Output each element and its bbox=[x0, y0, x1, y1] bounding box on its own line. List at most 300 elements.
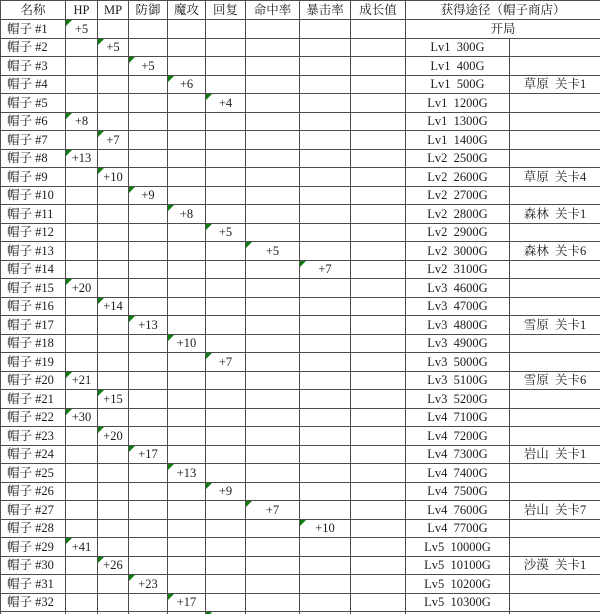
cell-matk[interactable] bbox=[168, 538, 206, 557]
cell-matk[interactable]: +6 bbox=[168, 75, 206, 94]
cell-price[interactable]: Lv4 7600G bbox=[406, 501, 510, 520]
cell-location[interactable] bbox=[510, 519, 600, 538]
cell-def[interactable] bbox=[129, 334, 168, 353]
cell-name[interactable]: 帽子 #16 bbox=[1, 297, 66, 316]
cell-mp[interactable]: +15 bbox=[98, 390, 129, 409]
cell-mp[interactable] bbox=[98, 20, 129, 39]
cell-crit[interactable] bbox=[300, 445, 351, 464]
cell-hp[interactable]: +21 bbox=[66, 371, 98, 390]
cell-crit[interactable] bbox=[300, 556, 351, 575]
cell-rec[interactable] bbox=[206, 390, 246, 409]
cell-location[interactable] bbox=[510, 279, 600, 298]
cell-def[interactable] bbox=[129, 260, 168, 279]
cell-name[interactable]: 帽子 #27 bbox=[1, 501, 66, 520]
cell-price[interactable]: Lv2 2600G bbox=[406, 168, 510, 187]
cell-growth[interactable] bbox=[351, 334, 406, 353]
cell-hit[interactable] bbox=[246, 297, 300, 316]
cell-hp[interactable] bbox=[66, 223, 98, 242]
header-name[interactable]: 名称 bbox=[1, 1, 66, 20]
cell-def[interactable] bbox=[129, 168, 168, 187]
cell-rec[interactable] bbox=[206, 316, 246, 335]
cell-name[interactable]: 帽子 #28 bbox=[1, 519, 66, 538]
cell-price[interactable]: Lv4 7300G bbox=[406, 445, 510, 464]
cell-crit[interactable] bbox=[300, 371, 351, 390]
cell-growth[interactable] bbox=[351, 223, 406, 242]
cell-price[interactable]: Lv2 3000G bbox=[406, 242, 510, 261]
cell-mp[interactable] bbox=[98, 353, 129, 372]
cell-def[interactable]: +13 bbox=[129, 316, 168, 335]
cell-price[interactable]: Lv3 4600G bbox=[406, 279, 510, 298]
cell-growth[interactable] bbox=[351, 149, 406, 168]
cell-mp[interactable] bbox=[98, 316, 129, 335]
cell-name[interactable]: 帽子 #6 bbox=[1, 112, 66, 131]
cell-hp[interactable]: +5 bbox=[66, 20, 98, 39]
cell-matk[interactable] bbox=[168, 316, 206, 335]
cell-rec[interactable] bbox=[206, 205, 246, 224]
cell-location[interactable] bbox=[510, 38, 600, 57]
cell-mp[interactable]: +10 bbox=[98, 168, 129, 187]
cell-hit[interactable] bbox=[246, 205, 300, 224]
cell-hp[interactable] bbox=[66, 353, 98, 372]
cell-growth[interactable] bbox=[351, 260, 406, 279]
cell-hit[interactable] bbox=[246, 316, 300, 335]
cell-crit[interactable] bbox=[300, 575, 351, 594]
cell-matk[interactable] bbox=[168, 38, 206, 57]
cell-crit[interactable]: +7 bbox=[300, 260, 351, 279]
cell-hp[interactable]: +30 bbox=[66, 408, 98, 427]
cell-rec[interactable] bbox=[206, 408, 246, 427]
cell-name[interactable]: 帽子 #11 bbox=[1, 205, 66, 224]
cell-growth[interactable] bbox=[351, 168, 406, 187]
cell-price[interactable]: Lv2 2700G bbox=[406, 186, 510, 205]
cell-def[interactable] bbox=[129, 482, 168, 501]
header-recovery[interactable]: 回复 bbox=[206, 1, 246, 20]
cell-matk[interactable] bbox=[168, 371, 206, 390]
cell-rec[interactable] bbox=[206, 57, 246, 76]
cell-def[interactable] bbox=[129, 464, 168, 483]
cell-crit[interactable] bbox=[300, 297, 351, 316]
cell-mp[interactable] bbox=[98, 519, 129, 538]
cell-rec[interactable] bbox=[206, 279, 246, 298]
cell-hit[interactable] bbox=[246, 593, 300, 612]
cell-rec[interactable] bbox=[206, 556, 246, 575]
cell-matk[interactable] bbox=[168, 260, 206, 279]
cell-mp[interactable]: +5 bbox=[98, 38, 129, 57]
cell-price[interactable]: Lv3 4900G bbox=[406, 334, 510, 353]
header-hp[interactable]: HP bbox=[66, 1, 98, 20]
cell-matk[interactable] bbox=[168, 186, 206, 205]
cell-price[interactable]: Lv1 300G bbox=[406, 38, 510, 57]
cell-hit[interactable] bbox=[246, 168, 300, 187]
cell-mp[interactable] bbox=[98, 75, 129, 94]
cell-growth[interactable] bbox=[351, 20, 406, 39]
cell-location[interactable] bbox=[510, 408, 600, 427]
cell-name[interactable]: 帽子 #14 bbox=[1, 260, 66, 279]
cell-crit[interactable] bbox=[300, 501, 351, 520]
cell-mp[interactable] bbox=[98, 112, 129, 131]
cell-name[interactable]: 帽子 #8 bbox=[1, 149, 66, 168]
cell-hit[interactable] bbox=[246, 482, 300, 501]
cell-crit[interactable] bbox=[300, 131, 351, 150]
cell-mp[interactable] bbox=[98, 57, 129, 76]
cell-crit[interactable] bbox=[300, 538, 351, 557]
cell-def[interactable] bbox=[129, 205, 168, 224]
cell-location[interactable] bbox=[510, 334, 600, 353]
cell-hp[interactable] bbox=[66, 131, 98, 150]
cell-mp[interactable] bbox=[98, 445, 129, 464]
cell-location[interactable] bbox=[510, 223, 600, 242]
cell-rec[interactable] bbox=[206, 112, 246, 131]
cell-def[interactable] bbox=[129, 556, 168, 575]
cell-hp[interactable] bbox=[66, 593, 98, 612]
cell-name[interactable]: 帽子 #24 bbox=[1, 445, 66, 464]
cell-hp[interactable] bbox=[66, 482, 98, 501]
cell-mp[interactable]: +7 bbox=[98, 131, 129, 150]
cell-matk[interactable]: +13 bbox=[168, 464, 206, 483]
cell-location[interactable]: 岩山 关卡7 bbox=[510, 501, 600, 520]
cell-hit[interactable] bbox=[246, 38, 300, 57]
cell-crit[interactable] bbox=[300, 205, 351, 224]
cell-mp[interactable] bbox=[98, 223, 129, 242]
cell-mp[interactable] bbox=[98, 94, 129, 113]
cell-hit[interactable] bbox=[246, 353, 300, 372]
cell-mp[interactable] bbox=[98, 482, 129, 501]
cell-mp[interactable] bbox=[98, 279, 129, 298]
cell-rec[interactable]: +7 bbox=[206, 353, 246, 372]
cell-hp[interactable] bbox=[66, 427, 98, 446]
cell-price[interactable]: Lv2 2900G bbox=[406, 223, 510, 242]
cell-growth[interactable] bbox=[351, 94, 406, 113]
cell-def[interactable] bbox=[129, 112, 168, 131]
cell-crit[interactable] bbox=[300, 279, 351, 298]
cell-location[interactable]: 雪原 关卡6 bbox=[510, 371, 600, 390]
cell-mp[interactable] bbox=[98, 501, 129, 520]
cell-def[interactable] bbox=[129, 408, 168, 427]
cell-crit[interactable] bbox=[300, 38, 351, 57]
cell-name[interactable]: 帽子 #5 bbox=[1, 94, 66, 113]
cell-growth[interactable] bbox=[351, 464, 406, 483]
cell-rec[interactable] bbox=[206, 427, 246, 446]
cell-location[interactable] bbox=[510, 390, 600, 409]
cell-crit[interactable]: +10 bbox=[300, 519, 351, 538]
cell-location[interactable]: 岩山 关卡1 bbox=[510, 445, 600, 464]
cell-growth[interactable] bbox=[351, 593, 406, 612]
cell-hit[interactable] bbox=[246, 575, 300, 594]
cell-matk[interactable] bbox=[168, 390, 206, 409]
cell-mp[interactable] bbox=[98, 538, 129, 557]
cell-location[interactable] bbox=[510, 186, 600, 205]
cell-mp[interactable] bbox=[98, 575, 129, 594]
cell-rec[interactable] bbox=[206, 371, 246, 390]
cell-rec[interactable] bbox=[206, 593, 246, 612]
cell-location[interactable] bbox=[510, 297, 600, 316]
cell-rec[interactable] bbox=[206, 131, 246, 150]
header-crit-rate[interactable]: 暴击率 bbox=[300, 1, 351, 20]
cell-growth[interactable] bbox=[351, 279, 406, 298]
cell-def[interactable] bbox=[129, 353, 168, 372]
cell-crit[interactable] bbox=[300, 482, 351, 501]
cell-growth[interactable] bbox=[351, 482, 406, 501]
cell-hp[interactable] bbox=[66, 464, 98, 483]
header-magic-attack[interactable]: 魔攻 bbox=[168, 1, 206, 20]
cell-growth[interactable] bbox=[351, 371, 406, 390]
cell-name[interactable]: 帽子 #23 bbox=[1, 427, 66, 446]
cell-growth[interactable] bbox=[351, 408, 406, 427]
cell-hit[interactable] bbox=[246, 186, 300, 205]
cell-name[interactable]: 帽子 #3 bbox=[1, 57, 66, 76]
cell-mp[interactable]: +26 bbox=[98, 556, 129, 575]
cell-crit[interactable] bbox=[300, 242, 351, 261]
cell-name[interactable]: 帽子 #20 bbox=[1, 371, 66, 390]
cell-hit[interactable] bbox=[246, 334, 300, 353]
cell-hit[interactable] bbox=[246, 408, 300, 427]
cell-growth[interactable] bbox=[351, 519, 406, 538]
cell-name[interactable]: 帽子 #2 bbox=[1, 38, 66, 57]
cell-location[interactable] bbox=[510, 57, 600, 76]
cell-location[interactable] bbox=[510, 482, 600, 501]
cell-matk[interactable] bbox=[168, 149, 206, 168]
cell-matk[interactable] bbox=[168, 223, 206, 242]
cell-hp[interactable] bbox=[66, 57, 98, 76]
cell-price[interactable]: Lv1 1200G bbox=[406, 94, 510, 113]
cell-hit[interactable] bbox=[246, 149, 300, 168]
cell-name[interactable]: 帽子 #22 bbox=[1, 408, 66, 427]
cell-name[interactable]: 帽子 #1 bbox=[1, 20, 66, 39]
cell-acquire-merged[interactable]: 开局 bbox=[406, 20, 600, 39]
cell-hp[interactable] bbox=[66, 575, 98, 594]
cell-crit[interactable] bbox=[300, 427, 351, 446]
cell-def[interactable] bbox=[129, 242, 168, 261]
cell-hit[interactable] bbox=[246, 538, 300, 557]
cell-def[interactable] bbox=[129, 279, 168, 298]
cell-growth[interactable] bbox=[351, 390, 406, 409]
cell-crit[interactable] bbox=[300, 223, 351, 242]
cell-def[interactable] bbox=[129, 390, 168, 409]
cell-name[interactable]: 帽子 #18 bbox=[1, 334, 66, 353]
cell-rec[interactable] bbox=[206, 334, 246, 353]
cell-hp[interactable] bbox=[66, 168, 98, 187]
cell-def[interactable] bbox=[129, 593, 168, 612]
cell-matk[interactable] bbox=[168, 279, 206, 298]
cell-def[interactable] bbox=[129, 94, 168, 113]
cell-rec[interactable]: +9 bbox=[206, 482, 246, 501]
cell-hit[interactable] bbox=[246, 57, 300, 76]
cell-location[interactable]: 森林 关卡6 bbox=[510, 242, 600, 261]
cell-def[interactable] bbox=[129, 20, 168, 39]
cell-mp[interactable] bbox=[98, 371, 129, 390]
cell-crit[interactable] bbox=[300, 334, 351, 353]
cell-mp[interactable]: +20 bbox=[98, 427, 129, 446]
cell-crit[interactable] bbox=[300, 112, 351, 131]
cell-location[interactable]: 草原 关卡4 bbox=[510, 168, 600, 187]
cell-growth[interactable] bbox=[351, 38, 406, 57]
cell-matk[interactable] bbox=[168, 94, 206, 113]
cell-def[interactable] bbox=[129, 223, 168, 242]
cell-hp[interactable] bbox=[66, 186, 98, 205]
cell-location[interactable] bbox=[510, 538, 600, 557]
cell-rec[interactable] bbox=[206, 445, 246, 464]
cell-growth[interactable] bbox=[351, 538, 406, 557]
cell-name[interactable]: 帽子 #9 bbox=[1, 168, 66, 187]
cell-rec[interactable] bbox=[206, 149, 246, 168]
cell-rec[interactable] bbox=[206, 519, 246, 538]
cell-rec[interactable] bbox=[206, 464, 246, 483]
cell-location[interactable] bbox=[510, 427, 600, 446]
cell-price[interactable]: Lv5 10000G bbox=[406, 538, 510, 557]
cell-crit[interactable] bbox=[300, 20, 351, 39]
cell-crit[interactable] bbox=[300, 390, 351, 409]
header-hit-rate[interactable]: 命中率 bbox=[246, 1, 300, 20]
header-acquisition[interactable]: 获得途径（帽子商店） bbox=[406, 1, 600, 20]
cell-crit[interactable] bbox=[300, 186, 351, 205]
cell-growth[interactable] bbox=[351, 297, 406, 316]
cell-price[interactable]: Lv1 400G bbox=[406, 57, 510, 76]
cell-matk[interactable] bbox=[168, 408, 206, 427]
cell-price[interactable]: Lv2 2800G bbox=[406, 205, 510, 224]
cell-def[interactable] bbox=[129, 501, 168, 520]
cell-hit[interactable] bbox=[246, 371, 300, 390]
cell-price[interactable]: Lv2 3100G bbox=[406, 260, 510, 279]
cell-crit[interactable] bbox=[300, 75, 351, 94]
cell-name[interactable]: 帽子 #10 bbox=[1, 186, 66, 205]
cell-growth[interactable] bbox=[351, 112, 406, 131]
cell-hit[interactable] bbox=[246, 556, 300, 575]
header-defense[interactable]: 防御 bbox=[129, 1, 168, 20]
cell-hp[interactable] bbox=[66, 297, 98, 316]
cell-crit[interactable] bbox=[300, 353, 351, 372]
cell-rec[interactable] bbox=[206, 538, 246, 557]
cell-name[interactable]: 帽子 #29 bbox=[1, 538, 66, 557]
cell-def[interactable] bbox=[129, 38, 168, 57]
cell-matk[interactable] bbox=[168, 168, 206, 187]
cell-growth[interactable] bbox=[351, 316, 406, 335]
cell-growth[interactable] bbox=[351, 131, 406, 150]
cell-def[interactable] bbox=[129, 75, 168, 94]
cell-growth[interactable] bbox=[351, 501, 406, 520]
cell-matk[interactable] bbox=[168, 112, 206, 131]
cell-def[interactable] bbox=[129, 131, 168, 150]
header-mp[interactable]: MP bbox=[98, 1, 129, 20]
cell-mp[interactable] bbox=[98, 260, 129, 279]
cell-rec[interactable] bbox=[206, 75, 246, 94]
cell-growth[interactable] bbox=[351, 186, 406, 205]
cell-rec[interactable]: +5 bbox=[206, 223, 246, 242]
cell-name[interactable]: 帽子 #26 bbox=[1, 482, 66, 501]
cell-hp[interactable] bbox=[66, 519, 98, 538]
header-growth[interactable]: 成长值 bbox=[351, 1, 406, 20]
cell-matk[interactable] bbox=[168, 353, 206, 372]
cell-hp[interactable] bbox=[66, 501, 98, 520]
cell-price[interactable]: Lv3 4800G bbox=[406, 316, 510, 335]
cell-mp[interactable] bbox=[98, 593, 129, 612]
cell-price[interactable]: Lv3 5000G bbox=[406, 353, 510, 372]
cell-hit[interactable] bbox=[246, 390, 300, 409]
cell-def[interactable]: +5 bbox=[129, 57, 168, 76]
cell-def[interactable] bbox=[129, 427, 168, 446]
cell-name[interactable]: 帽子 #25 bbox=[1, 464, 66, 483]
cell-hit[interactable] bbox=[246, 75, 300, 94]
cell-rec[interactable] bbox=[206, 168, 246, 187]
cell-mp[interactable] bbox=[98, 186, 129, 205]
cell-matk[interactable] bbox=[168, 20, 206, 39]
cell-hp[interactable]: +20 bbox=[66, 279, 98, 298]
cell-crit[interactable] bbox=[300, 316, 351, 335]
cell-hit[interactable] bbox=[246, 427, 300, 446]
cell-mp[interactable] bbox=[98, 464, 129, 483]
cell-crit[interactable] bbox=[300, 464, 351, 483]
cell-rec[interactable] bbox=[206, 297, 246, 316]
cell-hp[interactable] bbox=[66, 556, 98, 575]
cell-def[interactable] bbox=[129, 371, 168, 390]
cell-crit[interactable] bbox=[300, 57, 351, 76]
cell-price[interactable]: Lv1 1300G bbox=[406, 112, 510, 131]
cell-location[interactable] bbox=[510, 260, 600, 279]
cell-def[interactable]: +23 bbox=[129, 575, 168, 594]
cell-hit[interactable] bbox=[246, 223, 300, 242]
cell-location[interactable]: 雪原 关卡1 bbox=[510, 316, 600, 335]
cell-def[interactable]: +9 bbox=[129, 186, 168, 205]
cell-growth[interactable] bbox=[351, 57, 406, 76]
cell-hit[interactable]: +5 bbox=[246, 242, 300, 261]
cell-price[interactable]: Lv5 10300G bbox=[406, 593, 510, 612]
cell-crit[interactable] bbox=[300, 149, 351, 168]
cell-hp[interactable] bbox=[66, 445, 98, 464]
cell-matk[interactable]: +17 bbox=[168, 593, 206, 612]
cell-matk[interactable]: +8 bbox=[168, 205, 206, 224]
cell-name[interactable]: 帽子 #21 bbox=[1, 390, 66, 409]
cell-price[interactable]: Lv2 2500G bbox=[406, 149, 510, 168]
cell-growth[interactable] bbox=[351, 427, 406, 446]
cell-mp[interactable]: +14 bbox=[98, 297, 129, 316]
cell-location[interactable] bbox=[510, 575, 600, 594]
cell-hp[interactable] bbox=[66, 94, 98, 113]
cell-mp[interactable] bbox=[98, 408, 129, 427]
cell-crit[interactable] bbox=[300, 593, 351, 612]
cell-rec[interactable]: +4 bbox=[206, 94, 246, 113]
cell-name[interactable]: 帽子 #4 bbox=[1, 75, 66, 94]
cell-price[interactable]: Lv1 500G bbox=[406, 75, 510, 94]
cell-growth[interactable] bbox=[351, 575, 406, 594]
cell-hp[interactable] bbox=[66, 38, 98, 57]
cell-hp[interactable] bbox=[66, 260, 98, 279]
cell-mp[interactable] bbox=[98, 149, 129, 168]
cell-growth[interactable] bbox=[351, 205, 406, 224]
cell-hit[interactable]: +7 bbox=[246, 501, 300, 520]
cell-hit[interactable] bbox=[246, 279, 300, 298]
cell-matk[interactable] bbox=[168, 445, 206, 464]
cell-price[interactable]: Lv4 7500G bbox=[406, 482, 510, 501]
cell-hit[interactable] bbox=[246, 94, 300, 113]
cell-price[interactable]: Lv4 7100G bbox=[406, 408, 510, 427]
cell-price[interactable]: Lv3 5200G bbox=[406, 390, 510, 409]
cell-location[interactable] bbox=[510, 353, 600, 372]
cell-matk[interactable] bbox=[168, 556, 206, 575]
cell-price[interactable]: Lv5 10200G bbox=[406, 575, 510, 594]
cell-rec[interactable] bbox=[206, 38, 246, 57]
cell-def[interactable] bbox=[129, 538, 168, 557]
cell-hp[interactable] bbox=[66, 390, 98, 409]
cell-matk[interactable] bbox=[168, 575, 206, 594]
cell-def[interactable]: +17 bbox=[129, 445, 168, 464]
cell-hp[interactable] bbox=[66, 205, 98, 224]
cell-hp[interactable]: +41 bbox=[66, 538, 98, 557]
cell-rec[interactable] bbox=[206, 260, 246, 279]
cell-name[interactable]: 帽子 #13 bbox=[1, 242, 66, 261]
cell-growth[interactable] bbox=[351, 445, 406, 464]
cell-name[interactable]: 帽子 #17 bbox=[1, 316, 66, 335]
cell-location[interactable]: 草原 关卡1 bbox=[510, 75, 600, 94]
cell-matk[interactable] bbox=[168, 57, 206, 76]
